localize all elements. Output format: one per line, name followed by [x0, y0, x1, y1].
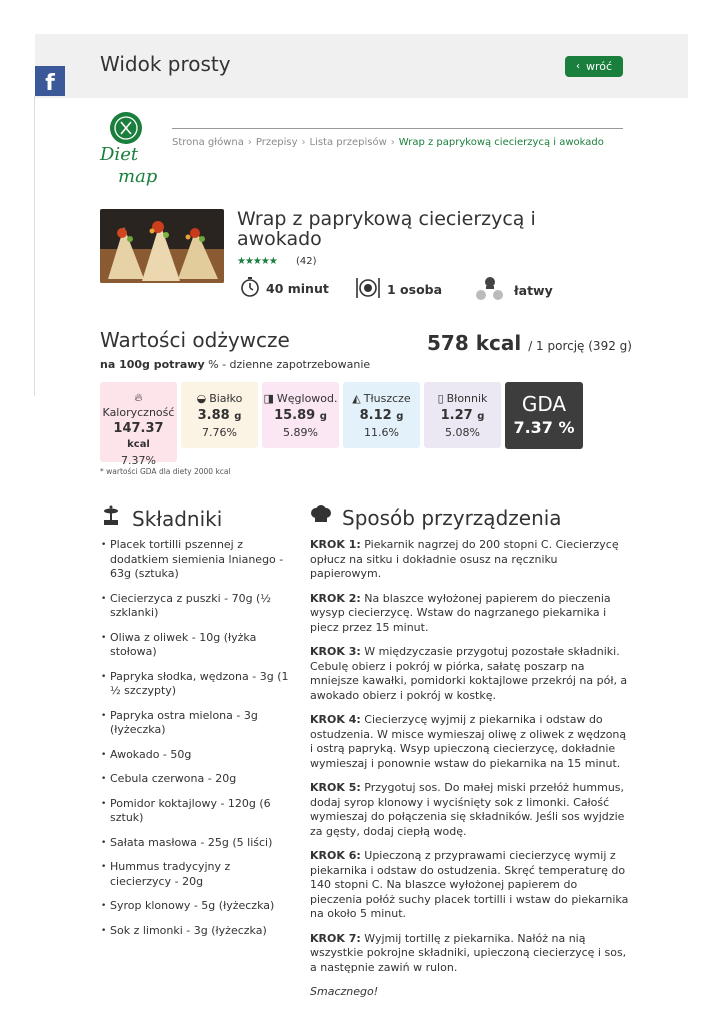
difficulty-value: łatwy	[514, 283, 553, 298]
step-item	[310, 538, 630, 582]
step-item	[310, 592, 630, 636]
nutrient-label: Węglowod.	[276, 391, 338, 405]
recipe-title: Wrap z paprykową ciecierzycą i awokado	[237, 208, 536, 250]
nutrient-percent: 5.89%	[283, 426, 318, 439]
breadcrumb-link-recipes[interactable]: Przepisy	[255, 137, 298, 148]
list-item: • Hummus tradycyjny z ciecierzycy - 20g	[101, 860, 291, 889]
scale-icon	[100, 505, 122, 532]
nutrient-value: 8.12	[359, 408, 392, 423]
back-button-label: wróć	[585, 60, 613, 73]
prep-time-value: 40 minut	[266, 281, 329, 296]
step-label: KROK 2:	[310, 591, 361, 605]
bread-icon: ◨	[263, 391, 274, 405]
step-item	[310, 932, 630, 976]
list-item: • Pomidor koktajlowy - 120g (6 sztuk)	[101, 797, 291, 826]
flame-icon: 🔥︎	[134, 391, 143, 404]
gda-value: 7.37 %	[513, 418, 575, 437]
header-bar	[35, 34, 688, 98]
divider	[34, 96, 35, 396]
nutrient-label: Białko	[209, 391, 243, 405]
nutrient-box-fat	[343, 382, 420, 448]
step-text: W międzyczasie przygotuj pozostałe składniki. Cebulę obierz i pokrój w piórka, sałatę poszarp na mniejsze kawałki, pomidorki koktajlowe przekrój na pół, a awokado obierz i pokrój w kostkę.	[310, 645, 628, 702]
svg-text:map: map	[118, 166, 158, 187]
list-item: • Ciecierzyca z puszki - 70g (½ szklanki)	[101, 592, 291, 621]
recipe-photo	[100, 209, 224, 283]
facebook-icon: f	[45, 71, 55, 96]
jar-icon: ▯	[437, 391, 444, 405]
rating-count: (42)	[296, 256, 317, 267]
servings	[355, 276, 442, 303]
step-label: KROK 6:	[310, 849, 361, 862]
step-label: KROK 5:	[310, 781, 361, 794]
chef-hat-icon	[310, 505, 332, 530]
list-item: • Sok z limonki - 3g (łyżeczka)	[101, 924, 291, 939]
step-text: Przygotuj sos. Do małej miski przełóż hummus, dodaj syrop klonowy i wyciśnięty sok z limonki. Całość wymieszaj do połączenia się składników. Jeśli sos wyjdzie za gęsty, dodaj ciepłą wodę.	[310, 781, 625, 838]
list-item: • Sałata masłowa - 25g (5 liści)	[101, 836, 291, 851]
closing-text: Smacznego!	[310, 985, 379, 998]
nutrient-value: 1.27	[440, 408, 473, 423]
ingredients-list	[101, 538, 291, 948]
list-item: • Oliwa z oliwek - 10g (łyżka stołowa)	[101, 631, 291, 660]
nutrient-unit: g	[234, 411, 242, 422]
chevron-right-icon: ›	[247, 137, 252, 148]
prep-time	[240, 276, 329, 301]
nutrient-percent: 5.08%	[445, 426, 480, 439]
step-label: KROK 3:	[310, 645, 361, 658]
page-title: Widok prosty	[100, 52, 231, 76]
step-label: KROK 4:	[310, 713, 361, 726]
divider	[172, 128, 623, 129]
step-text: Na blaszce wyłożonej papierem do pieczenia wysyp ciecierzycę. Wstaw do nagrzanego piekarnika i piecz przez 15 minut.	[310, 591, 611, 634]
list-item: • Papryka słodka, wędzona - 3g (1 ½ szczypty)	[101, 670, 291, 699]
gda-note: * wartości GDA dla diety 2000 kcal	[100, 467, 231, 476]
bowl-icon: ◒	[196, 391, 207, 405]
breadcrumb-link-recipe-list[interactable]: Lista przepisów	[309, 137, 387, 148]
back-button[interactable]	[565, 56, 623, 77]
nutrient-unit: g	[477, 411, 485, 422]
kcal-total-value: 578 kcal	[427, 331, 522, 355]
nutrient-percent: 11.6%	[364, 426, 399, 439]
chef-hat-icon	[472, 276, 508, 305]
per-portion: / 1 porcję (392 g)	[528, 339, 632, 353]
step-item	[310, 645, 630, 703]
plate-cutlery-icon	[355, 276, 381, 303]
step-item	[310, 849, 630, 922]
stopwatch-icon	[240, 276, 260, 301]
nutrient-value: 147.37	[113, 421, 164, 436]
nutrient-percent: 7.37%	[121, 454, 156, 467]
step-text: Wyjmij tortillę z piekarnika. Nałóż na nią wszystkie pokrojne składniki, upieczoną ciecierzycę i sos, a następnie zawiń w rulon.	[310, 931, 627, 974]
step-item	[310, 781, 630, 839]
list-item: • Papryka ostra mielona - 3g (łyżeczka)	[101, 709, 291, 738]
nutrient-unit: kcal	[127, 439, 150, 450]
chevron-right-icon: ›	[301, 137, 306, 148]
difficulty	[472, 276, 553, 305]
rating-stars[interactable]: ★★★★★	[237, 256, 277, 267]
ingredients-heading	[100, 505, 222, 532]
ingredients-title: Składniki	[132, 506, 223, 531]
chevron-left-icon: ‹	[575, 61, 580, 72]
servings-value: 1 osoba	[387, 282, 443, 297]
facebook-share-button[interactable]	[35, 66, 65, 96]
preparation-heading	[310, 505, 562, 530]
nutrient-box-calories	[100, 382, 177, 467]
nutrient-box-carbs	[262, 382, 339, 448]
nutrition-title: Wartości odżywcze	[100, 328, 290, 352]
step-label: KROK 7:	[310, 931, 361, 945]
preparation-title: Sposób przyrządzenia	[342, 505, 562, 530]
nutrient-value: 15.89	[274, 408, 316, 423]
step-text: Upieczoną z przyprawami ciecierzycę wymij z piekarnika i odstaw do ostudzenia. Skręć temperaturę do 140 stopni C. Na blaszce wyłożonej papierem do pieczenia połóż suchy placek tortilli i wstaw do piekarnika na około 5 minut.	[310, 849, 629, 920]
step-text: Piekarnik nagrzej do 200 stopni C. Ciecierzycę opłucz na sitku i dokładnie osusz na ręczniku papierowym.	[310, 538, 619, 580]
kcal-total	[427, 331, 632, 355]
list-item: • Awokado - 50g	[101, 748, 291, 763]
nutrient-box-fiber	[424, 382, 501, 448]
svg-text:Diet: Diet	[100, 144, 139, 165]
gda-label: GDA	[521, 392, 567, 416]
nutrient-unit: g	[396, 411, 404, 422]
nutrient-label: Tłuszcze	[363, 391, 411, 405]
dietmap-logo[interactable]	[98, 110, 164, 188]
breadcrumb-link-home[interactable]: Strona główna	[172, 137, 244, 148]
per-100g-bold: na 100g potrawy	[100, 358, 205, 371]
list-item: • Syrop klonowy - 5g (łyżeczka)	[101, 899, 291, 914]
step-text: Ciecierzycę wyjmij z piekarnika i odstaw do ostudzenia. W misce wymieszaj oliwę z oliwek z wędzoną i ostrą papryką. Wsyp upieczoną ciecierzycę, dokładnie wymieszaj i ponownie wstaw do piekarnika na 15 minut.	[310, 713, 627, 770]
breadcrumb	[172, 137, 604, 148]
preparation-steps	[310, 538, 630, 1010]
nutrient-value: 3.88	[197, 408, 230, 423]
list-item: • Placek tortilli pszennej z dodatkiem siemienia lnianego - 63g (sztuka)	[101, 538, 291, 582]
per-100g-rest: % - dzienne zapotrzebowanie	[204, 358, 371, 371]
step-label: KROK 1:	[310, 538, 361, 551]
nutrient-unit: g	[319, 411, 327, 422]
nutrient-box-protein	[181, 382, 258, 448]
gda-box	[505, 382, 583, 449]
chevron-right-icon: ›	[390, 137, 395, 148]
nutrient-percent: 7.76%	[202, 426, 237, 439]
nutrient-label: Błonnik	[446, 391, 488, 405]
breadcrumb-current: Wrap z paprykową ciecierzycą i awokado	[398, 137, 604, 148]
list-item: • Cebula czerwona - 20g	[101, 772, 291, 787]
nutrient-label: Kaloryczność	[102, 406, 175, 419]
per-100g-note	[100, 358, 370, 371]
cheese-icon: ◭	[352, 391, 361, 405]
step-item	[310, 713, 630, 771]
